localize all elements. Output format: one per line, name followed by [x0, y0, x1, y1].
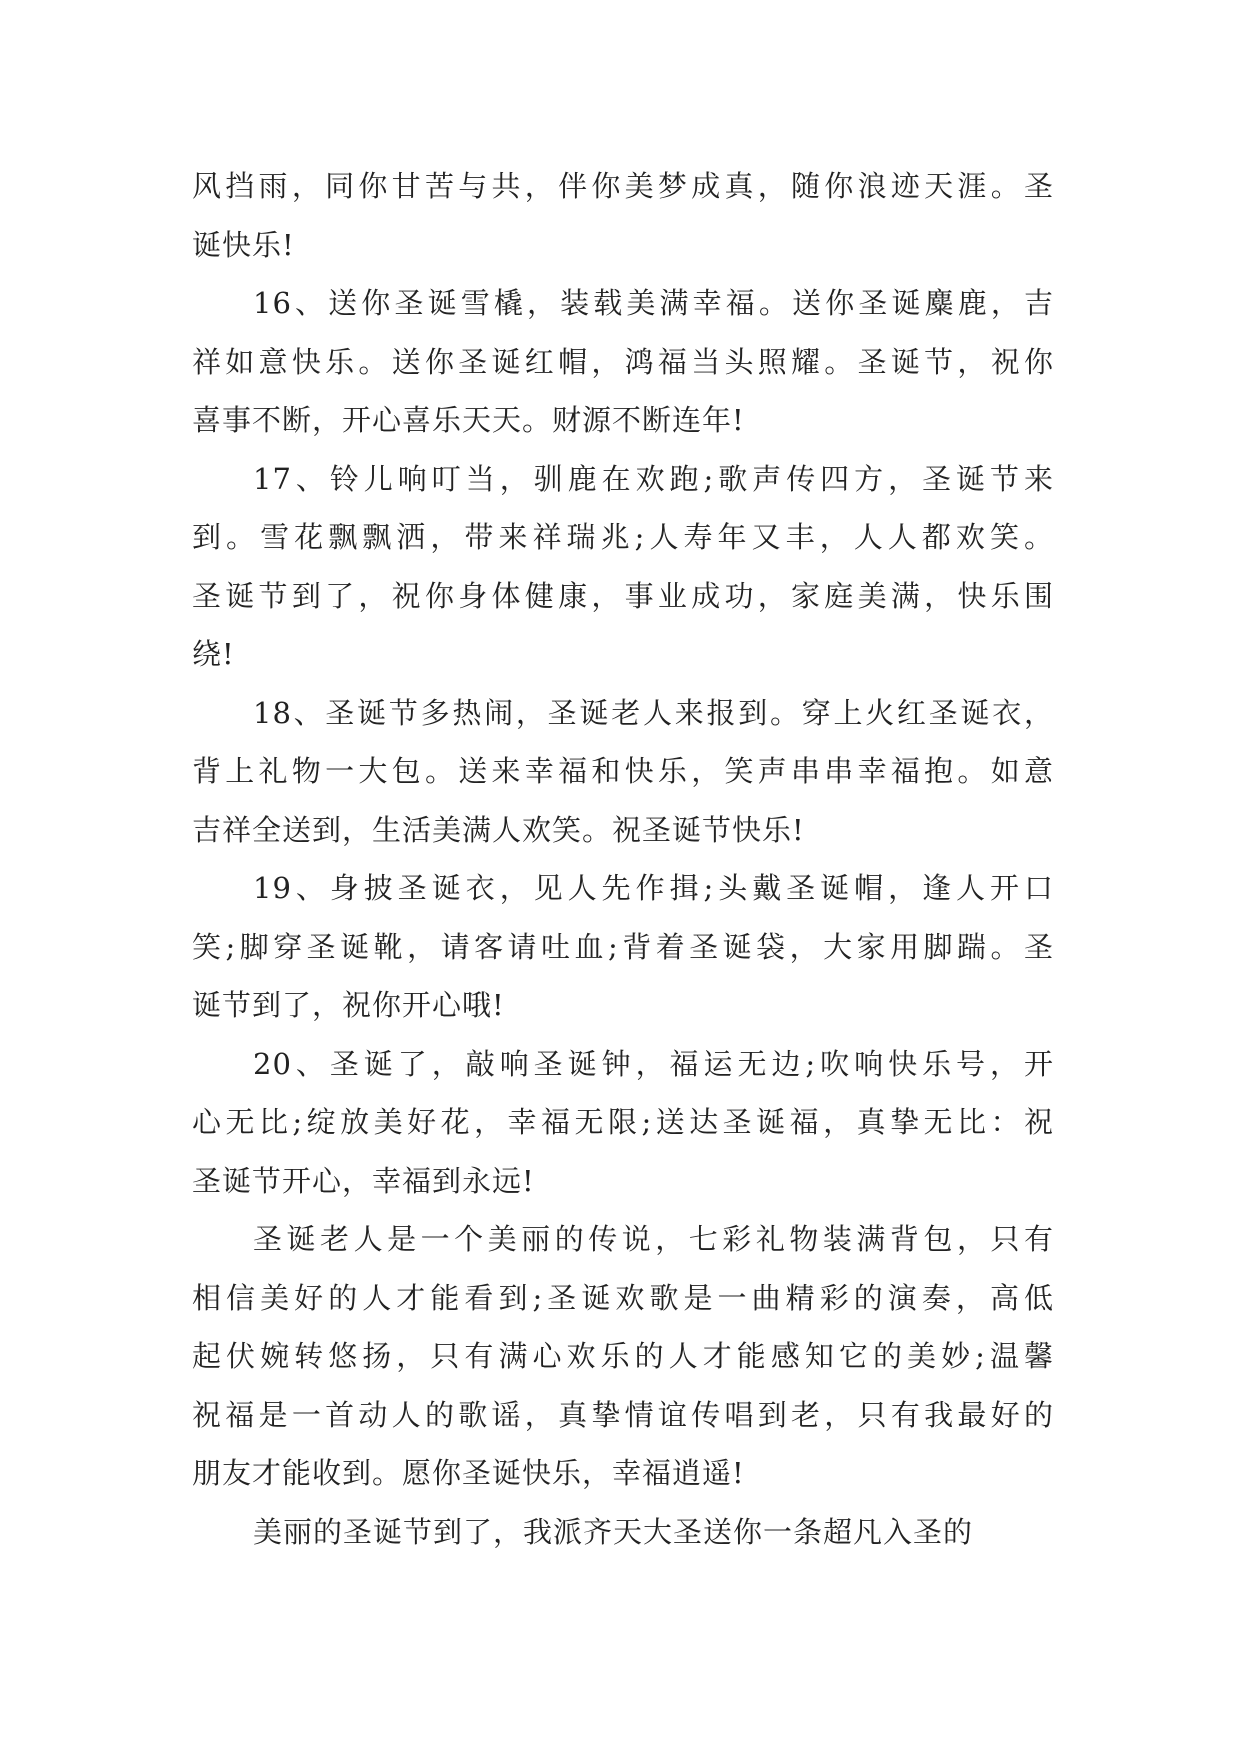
- text-line: 背上礼物一大包。送来幸福和快乐，笑声串串幸福抱。如意: [192, 754, 1054, 788]
- text-line: 诞快乐!: [192, 227, 295, 262]
- text-line: 到。雪花飘飘洒，带来祥瑞兆;人寿年又丰，人人都欢笑。: [192, 520, 1054, 554]
- text-line: 祝福是一首动人的歌谣，真挚情谊传唱到老，只有我最好的: [192, 1397, 1054, 1432]
- paragraph-19-line: 19、身披圣诞衣，见人先作揖;头戴圣诞帽，逢人开口: [253, 871, 1054, 905]
- document-body: [192, 157, 1054, 1561]
- text-line: 祥如意快乐。送你圣诞红帽，鸿福当头照耀。圣诞节，祝你: [192, 344, 1054, 379]
- text-line: 诞节到了，祝你开心哦!: [192, 988, 505, 1022]
- paragraph-16-line: 16、送你圣诞雪橇，装载美满幸福。送你圣诞麋鹿，吉: [253, 286, 1054, 320]
- text-line: 朋友才能收到。愿你圣诞快乐，幸福逍遥!: [192, 1456, 745, 1490]
- text-line: 相信美好的人才能看到;圣诞欢歌是一曲精彩的演奏，高低: [192, 1280, 1054, 1315]
- text-line: 绕!: [192, 637, 235, 671]
- text-line: 吉祥全送到，生活美满人欢笑。祝圣诞节快乐!: [192, 812, 805, 847]
- paragraph-line: 美丽的圣诞节到了，我派齐天大圣送你一条超凡入圣的: [253, 1514, 974, 1549]
- paragraph-20-line: 20、圣诞了，敲响圣诞钟，福运无边;吹响快乐号，开: [253, 1046, 1054, 1081]
- text-line: 风挡雨，同你甘苦与共，伴你美梦成真，随你浪迹天涯。圣: [192, 169, 1054, 203]
- text-line: 喜事不断，开心喜乐天天。财源不断连年!: [192, 403, 745, 437]
- paragraph-line: 圣诞老人是一个美丽的传说，七彩礼物装满背包，只有: [253, 1222, 1054, 1256]
- paragraph-18-line: 18、圣诞节多热闹，圣诞老人来报到。穿上火红圣诞衣，: [253, 695, 1054, 730]
- text-line: 心无比;绽放美好花，幸福无限;送达圣诞福，真挚无比：祝: [192, 1105, 1054, 1139]
- text-line: 圣诞节到了，祝你身体健康，事业成功，家庭美满，快乐围: [192, 578, 1054, 613]
- text-line: 圣诞节开心，幸福到永远!: [192, 1163, 535, 1198]
- text-line: 笑;脚穿圣诞靴，请客请吐血;背着圣诞袋，大家用脚踹。圣: [192, 929, 1054, 964]
- paragraph-17-line: 17、铃儿响叮当，驯鹿在欢跑;歌声传四方，圣诞节来: [253, 461, 1054, 496]
- text-line: 起伏婉转悠扬，只有满心欢乐的人才能感知它的美妙;温馨: [192, 1339, 1054, 1373]
